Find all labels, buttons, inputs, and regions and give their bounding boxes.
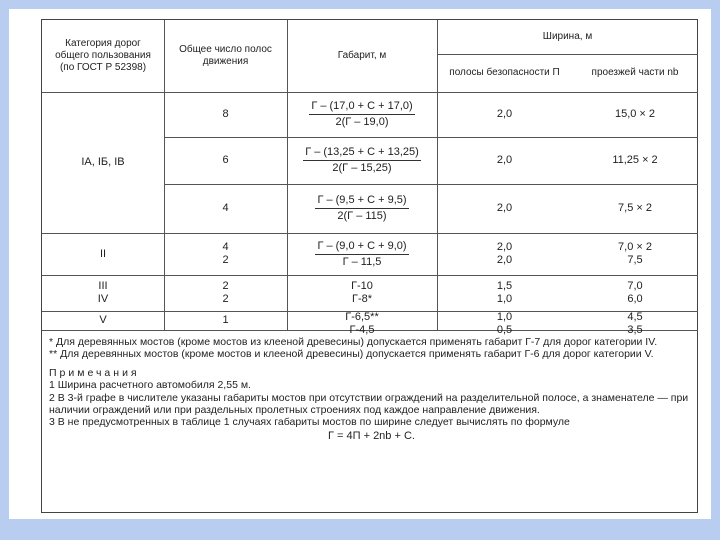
safety-v: 1,0 0,5 [496, 311, 513, 336]
notes-title: Примечания [49, 366, 140, 379]
category-ia-ib-ib: IA, IБ, IB [81, 156, 125, 168]
roadway-v: 4,5 3,5 [627, 311, 643, 336]
safety-4-lanes: 2,0 [496, 202, 513, 214]
header-gabarit: Габарит, м [337, 50, 387, 61]
table-row-4-lanes: 4 [222, 202, 229, 214]
roadway-6-lanes: 11,25 × 2 [612, 154, 658, 166]
table-row-ii-lanes: 4 2 [222, 241, 229, 266]
table-row-8-lanes: 8 [222, 108, 229, 120]
table-row-iii-iv-lanes: 2 2 [222, 280, 229, 305]
footnote-star-1: * Для деревянных мостов (кроме мостов из клееной древесины) допускается применять габарит Г-7 для дорог категории IV. [49, 336, 658, 348]
gabarit-iii-iv: Г-10 Г-8* [351, 280, 373, 305]
note-3: 3 В не предусмотренных в таблице 1 случаях габариты мостов по ширине следует вычислять по формуле [49, 416, 570, 429]
gabarit-6-lanes: $\frac{Г - (13,25 + С + 13,25)}{2(Г - 15,25)}$ [305, 146, 419, 174]
header-roadway: проезжей части nb [591, 67, 679, 78]
safety-8-lanes: 2,0 [496, 108, 513, 120]
category-iii-iv: III IV [97, 280, 109, 305]
document-sheet [9, 9, 711, 519]
header-lanes: Общее число полос движения [179, 44, 272, 67]
header-width: Ширина, м [542, 31, 593, 42]
note-2: 2 В 3-й графе в числителе указаны габариты мостов при отсутствии ограждений на разделительной полосе, а знаменателе — при наличии ограждений или при раздельных пролетных строениях под каждое направление движения. [49, 391, 689, 417]
gabarit-4-lanes: $\frac{Г - (9,5 + С + 9,5)}{2(Г - 115)}$ [317, 194, 407, 222]
roadway-iii-iv: 7,0 6,0 [627, 280, 643, 305]
table-row-v-lanes: 1 [222, 314, 229, 326]
header-safety-lane: полосы безопасности П [449, 67, 560, 78]
roadway-8-lanes: 15,0 × 2 [614, 108, 656, 120]
safety-6-lanes: 2,0 [496, 154, 513, 166]
roadway-ii: 7,0 × 2 7,5 [618, 241, 652, 266]
footnote-star-2: ** Для деревянных мостов (кроме мостов и клееной древесины) допускается применять габарит Г-6 для дорог категории V. [49, 348, 654, 361]
header-category: Категория дорог общего пользования (по ГОСТ Р 52398) [55, 38, 151, 73]
note-1: 1 Ширина расчетного автомобиля 2,55 м. [49, 379, 251, 392]
gabarit-ii: $\frac{Г - (9,0 + С + 9,0)}{Г - 11,5}$ [317, 239, 407, 268]
width-formula: Г = 4П + 2nb + С. [328, 429, 415, 442]
gabarit-8-lanes: $\frac{Г - (17,0 + С + 17,0)}{2(Г - 19,0)}$ [311, 100, 413, 128]
safety-iii-iv: 1,5 1,0 [496, 280, 513, 305]
table-row-6-lanes: 6 [222, 154, 229, 166]
roadway-4-lanes: 7,5 × 2 [618, 202, 652, 214]
gabarit-v: Г-6,5** Г-4,5 [345, 311, 379, 336]
table-notes [49, 336, 694, 442]
safety-ii: 2,0 2,0 [496, 241, 513, 266]
category-ii: II [99, 247, 107, 260]
category-v: V [99, 314, 107, 326]
